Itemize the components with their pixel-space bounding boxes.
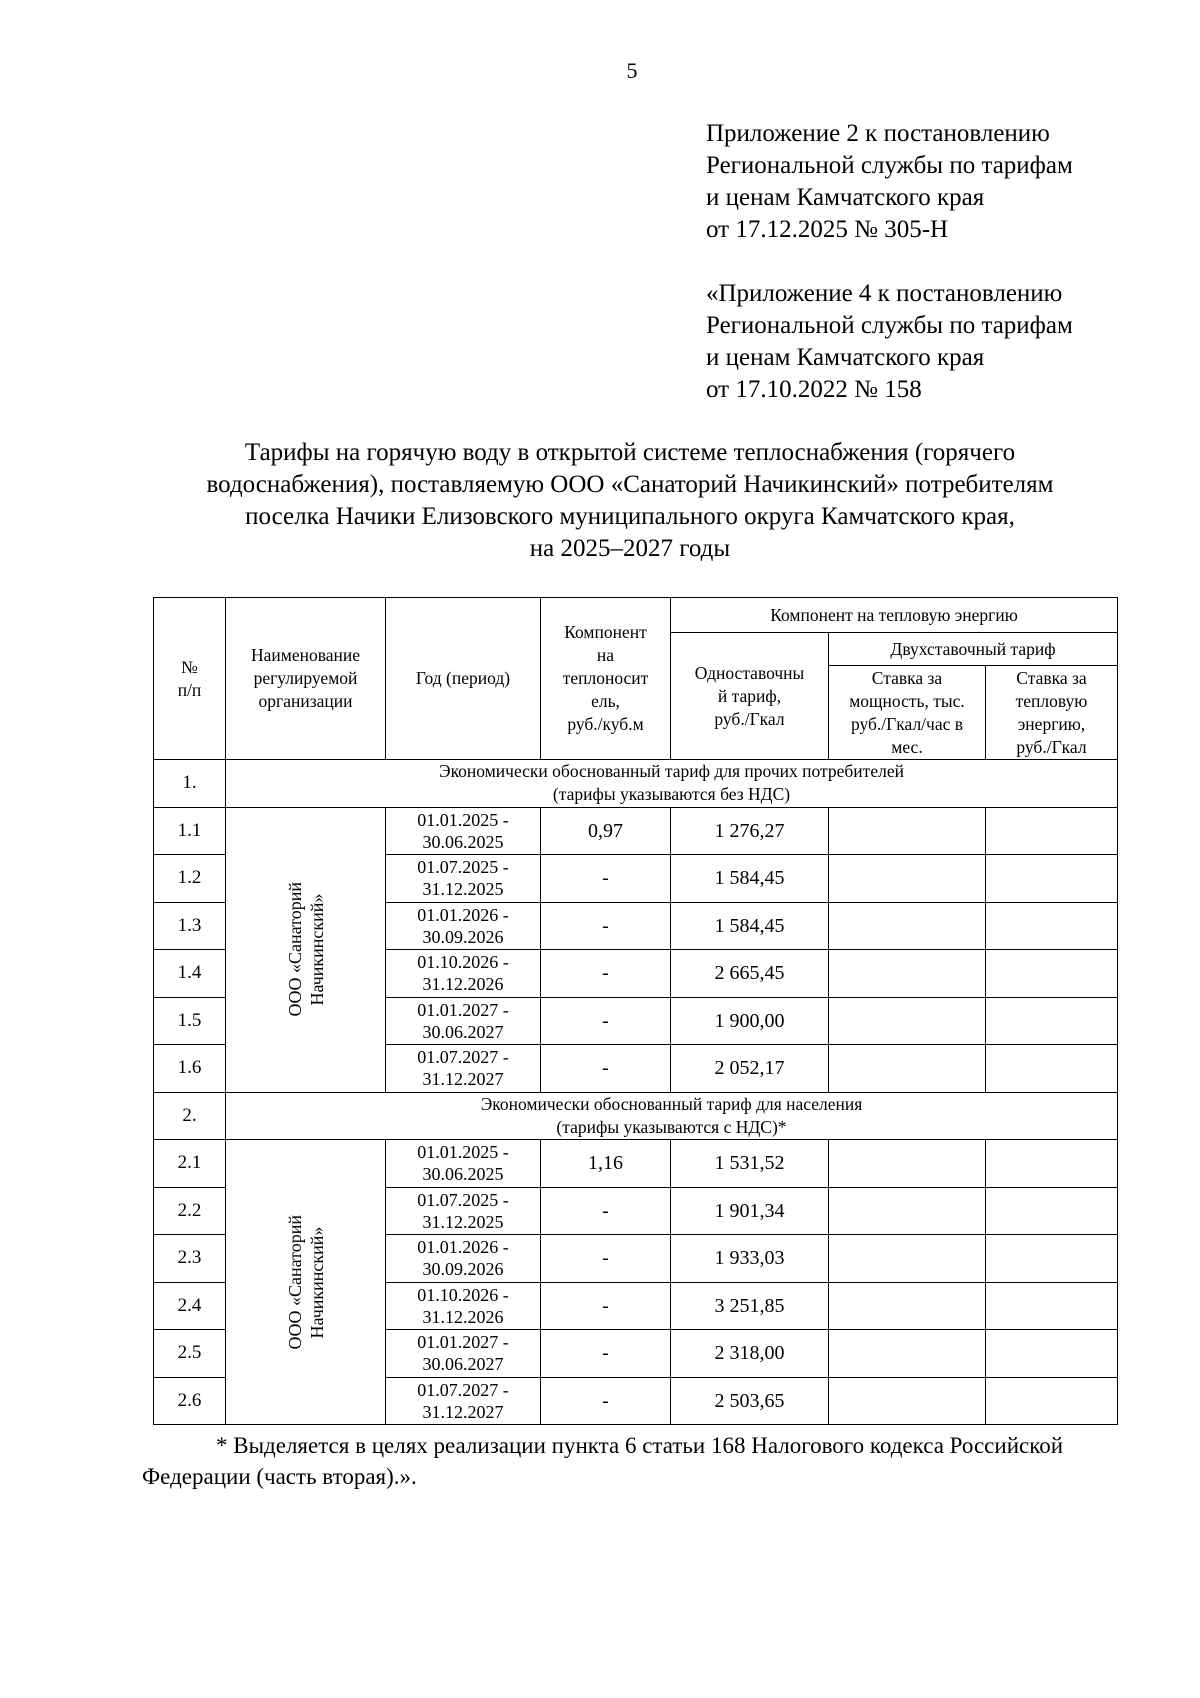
document-title <box>130 437 1130 565</box>
row-num: 2.5 <box>154 1330 226 1378</box>
annex-current-line: Приложение 2 к постановлению <box>706 120 1050 147</box>
row-num: 2.6 <box>154 1377 226 1425</box>
annex-original-line: Региональной службы по тарифам <box>706 312 1073 339</box>
header-two-rate-group: Двухставочный тариф <box>829 633 1118 666</box>
carrier-cell: 1,16 <box>541 1140 671 1188</box>
header-capacity-rate: Ставка за мощность, тыс. руб./Гкал/час в мес. <box>829 666 986 760</box>
org-name-cell <box>226 1140 386 1425</box>
period-cell: 01.07.2025 - 31.12.2025 <box>386 855 541 903</box>
capacity-rate-cell <box>829 1330 986 1378</box>
period-cell: 01.10.2026 - 31.12.2026 <box>386 1282 541 1330</box>
annex-current <box>706 118 1073 246</box>
page-number: 5 <box>626 58 638 83</box>
energy-rate-cell <box>986 1187 1118 1235</box>
annex-original-line: и ценам Камчатского края <box>706 344 985 371</box>
carrier-cell: - <box>541 1282 671 1330</box>
annex-original-line: «Приложение 4 к постановлению <box>706 280 1063 307</box>
energy-rate-cell <box>986 902 1118 950</box>
row-num: 1.3 <box>154 902 226 950</box>
carrier-cell: - <box>541 1377 671 1425</box>
footnote <box>142 1430 1120 1492</box>
capacity-rate-cell <box>829 1235 986 1283</box>
table-row <box>154 807 1118 855</box>
footnote-line: Федерации (часть вторая).». <box>142 1464 417 1489</box>
section-title: Экономически обоснованный тариф для прочих потребителей (тарифы указываются без НДС) <box>226 760 1118 808</box>
capacity-rate-cell <box>829 1045 986 1093</box>
row-num: 1.2 <box>154 855 226 903</box>
single-rate-cell: 1 584,45 <box>671 855 829 903</box>
row-num: 2.2 <box>154 1187 226 1235</box>
capacity-rate-cell <box>829 1282 986 1330</box>
org-name-vertical: ООО «Санаторий Начикинский» <box>284 882 327 1017</box>
header-carrier: Компонент на теплоносит ель, руб./куб.м <box>541 598 671 760</box>
carrier-cell: - <box>541 950 671 998</box>
title-line: водоснабжения), поставляемую ООО «Санаторий Начикинский» потребителям <box>206 471 1054 498</box>
energy-rate-cell <box>986 807 1118 855</box>
single-rate-cell: 2 665,45 <box>671 950 829 998</box>
row-num: 2.3 <box>154 1235 226 1283</box>
single-rate-cell: 1 901,34 <box>671 1187 829 1235</box>
tariff-table <box>153 597 1118 1425</box>
capacity-rate-cell <box>829 1140 986 1188</box>
energy-rate-cell <box>986 997 1118 1045</box>
row-num: 1.4 <box>154 950 226 998</box>
capacity-rate-cell <box>829 855 986 903</box>
carrier-cell: - <box>541 1045 671 1093</box>
period-cell: 01.01.2027 - 30.06.2027 <box>386 997 541 1045</box>
period-cell: 01.07.2027 - 31.12.2027 <box>386 1045 541 1093</box>
period-cell: 01.01.2025 - 30.06.2025 <box>386 807 541 855</box>
header-energy-rate: Ставка за тепловую энергию, руб./Гкал <box>986 666 1118 760</box>
row-num: 2.1 <box>154 1140 226 1188</box>
annex-current-line: от 17.12.2025 № 305-Н <box>706 216 949 243</box>
carrier-cell: - <box>541 1235 671 1283</box>
energy-rate-cell <box>986 1140 1118 1188</box>
carrier-cell: - <box>541 997 671 1045</box>
annex-original <box>706 278 1073 406</box>
row-num: 1.1 <box>154 807 226 855</box>
header-thermal-group: Компонент на тепловую энергию <box>671 598 1118 633</box>
org-name-cell <box>226 807 386 1092</box>
header-single-rate: Одноставочны й тариф, руб./Гкал <box>671 633 829 760</box>
single-rate-cell: 2 052,17 <box>671 1045 829 1093</box>
header-period: Год (период) <box>386 598 541 760</box>
single-rate-cell: 1 900,00 <box>671 997 829 1045</box>
section-num: 1. <box>154 760 226 808</box>
row-num: 2.4 <box>154 1282 226 1330</box>
energy-rate-cell <box>986 950 1118 998</box>
annex-current-line: Региональной службы по тарифам <box>706 152 1073 179</box>
capacity-rate-cell <box>829 950 986 998</box>
header-org: Наименование регулируемой организации <box>226 598 386 760</box>
section-num: 2. <box>154 1092 226 1140</box>
energy-rate-cell <box>986 855 1118 903</box>
single-rate-cell: 1 531,52 <box>671 1140 829 1188</box>
single-rate-cell: 2 318,00 <box>671 1330 829 1378</box>
section-title: Экономически обоснованный тариф для населения (тарифы указываются с НДС)* <box>226 1092 1118 1140</box>
period-cell: 01.01.2025 - 30.06.2025 <box>386 1140 541 1188</box>
header-num: № п/п <box>154 598 226 760</box>
period-cell: 01.07.2025 - 31.12.2025 <box>386 1187 541 1235</box>
single-rate-cell: 1 933,03 <box>671 1235 829 1283</box>
period-cell: 01.10.2026 - 31.12.2026 <box>386 950 541 998</box>
title-line: поселка Начики Елизовского муниципального округа Камчатского края, <box>245 503 1015 530</box>
table-row <box>154 1140 1118 1188</box>
carrier-cell: - <box>541 1187 671 1235</box>
capacity-rate-cell <box>829 1377 986 1425</box>
energy-rate-cell <box>986 1045 1118 1093</box>
section-row <box>154 760 1118 808</box>
carrier-cell: - <box>541 855 671 903</box>
section-row <box>154 1092 1118 1140</box>
capacity-rate-cell <box>829 902 986 950</box>
period-cell: 01.01.2026 - 30.09.2026 <box>386 902 541 950</box>
energy-rate-cell <box>986 1235 1118 1283</box>
row-num: 1.6 <box>154 1045 226 1093</box>
footnote-line: * Выделяется в целях реализации пункта 6 статьи 168 Налогового кодекса Российской <box>216 1433 1064 1458</box>
row-num: 1.5 <box>154 997 226 1045</box>
annex-current-line: и ценам Камчатского края <box>706 184 985 211</box>
single-rate-cell: 1 276,27 <box>671 807 829 855</box>
energy-rate-cell <box>986 1330 1118 1378</box>
period-cell: 01.01.2026 - 30.09.2026 <box>386 1235 541 1283</box>
title-line: на 2025–2027 годы <box>529 535 731 562</box>
capacity-rate-cell <box>829 1187 986 1235</box>
period-cell: 01.07.2027 - 31.12.2027 <box>386 1377 541 1425</box>
period-cell: 01.01.2027 - 30.06.2027 <box>386 1330 541 1378</box>
energy-rate-cell <box>986 1377 1118 1425</box>
carrier-cell: - <box>541 1330 671 1378</box>
carrier-cell: - <box>541 902 671 950</box>
energy-rate-cell <box>986 1282 1118 1330</box>
single-rate-cell: 2 503,65 <box>671 1377 829 1425</box>
capacity-rate-cell <box>829 997 986 1045</box>
title-line: Тарифы на горячую воду в открытой системе теплоснабжения (горячего <box>244 439 1016 466</box>
carrier-cell: 0,97 <box>541 807 671 855</box>
annex-original-line: от 17.10.2022 № 158 <box>706 376 922 403</box>
single-rate-cell: 3 251,85 <box>671 1282 829 1330</box>
org-name-vertical: ООО «Санаторий Начикинский» <box>284 1214 327 1350</box>
capacity-rate-cell <box>829 807 986 855</box>
single-rate-cell: 1 584,45 <box>671 902 829 950</box>
